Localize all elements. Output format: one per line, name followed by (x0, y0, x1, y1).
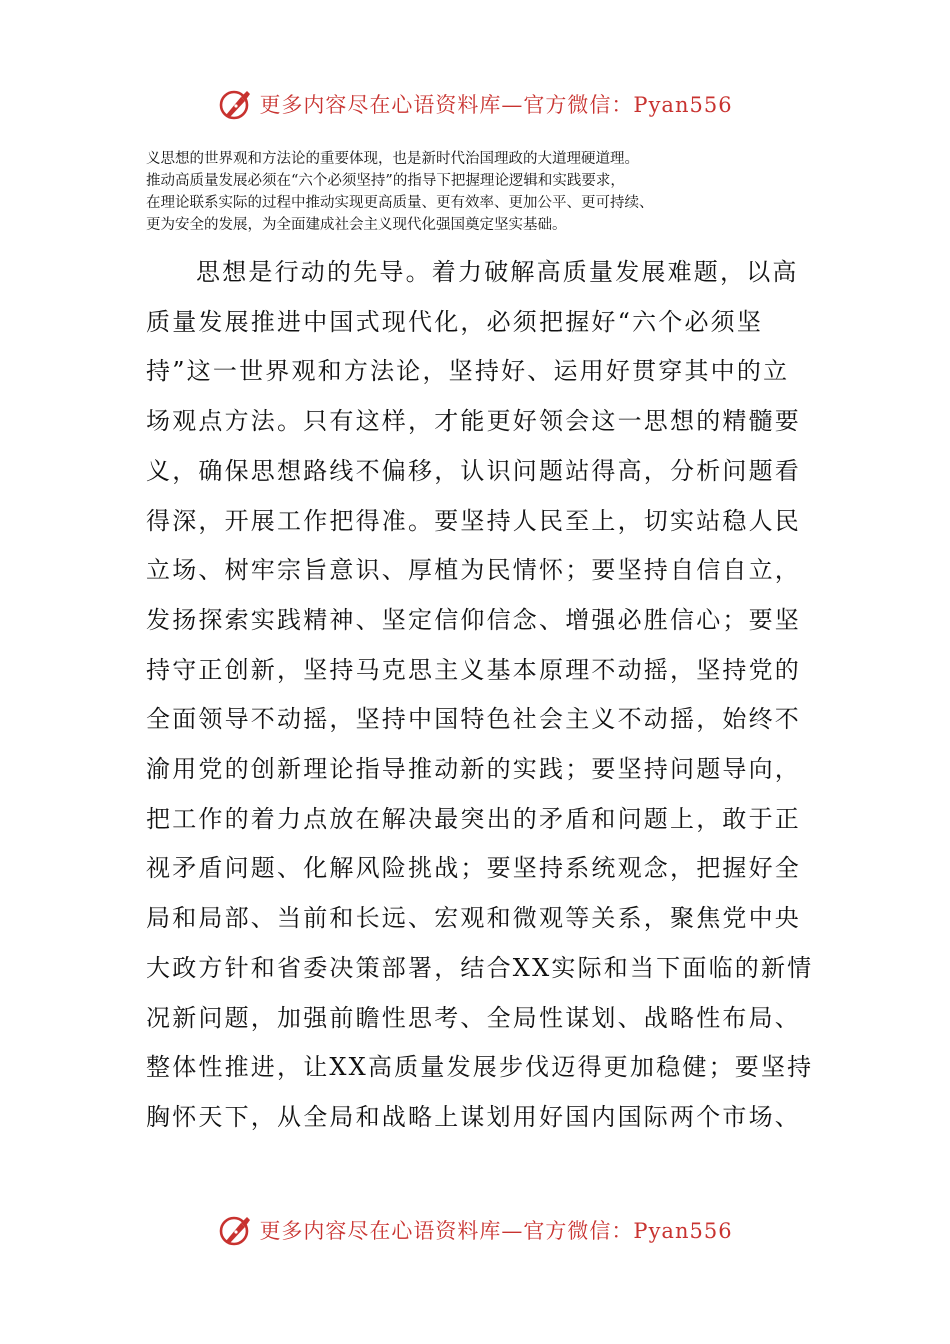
watermark-text: 更多内容尽在心语资料库—官方微信：Pyan556 (259, 1219, 733, 1243)
body-line: 义，确保思想路线不偏移，认识问题站得高，分析问题看 (146, 456, 801, 485)
summary-line: 更为安全的发展，为全面建成社会主义现代化强国奠定坚实基础。 (146, 217, 567, 233)
body-line: 胸怀天下，从全局和战略上谋划用好国内国际两个市场、 (146, 1102, 801, 1131)
summary-line: 推动高质量发展必须在“六个必须坚持”的指导下把握理论逻辑和实践要求， (146, 173, 625, 189)
summary-line: 义思想的世界观和方法论的重要体现，也是新时代治国理政的大道理硬道理。 (146, 151, 639, 167)
body-line: 把工作的着力点放在解决最突出的矛盾和问题上，敢于正 (146, 804, 801, 833)
body-line: 局和局部、当前和长远、宏观和微观等关系，聚焦党中央 (146, 904, 801, 933)
body-line: 整体性推进，让XX高质量发展步伐迈得更加稳健；要坚持 (146, 1053, 814, 1082)
body-line: 场观点方法。只有这样，才能更好领会这一思想的精髓要 (146, 407, 801, 436)
footer-watermark (0, 1212, 950, 1248)
body-line: 立场、树牢宗旨意识、厚植为民情怀；要坚持自信自立， (146, 556, 801, 585)
body-paragraph (146, 248, 814, 1143)
summary-line: 在理论联系实际的过程中推动实现更高质量、更有效率、更加公平、更可持续、 (146, 195, 654, 211)
body-line: 视矛盾问题、化解风险挑战；要坚持系统观念，把握好全 (146, 854, 801, 883)
summary-paragraph (146, 148, 826, 236)
body-line: 渝用党的创新理论指导推动新的实践；要坚持问题导向， (146, 755, 801, 784)
body-line: 全面领导不动摇，坚持中国特色社会主义不动摇，始终不 (146, 705, 801, 734)
body-line: 持守正创新，坚持马克思主义基本原理不动摇，坚持党的 (146, 655, 801, 684)
pen-nib-logo-icon (217, 86, 253, 122)
body-line: 持”这一世界观和方法论，坚持好、运用好贯穿其中的立 (146, 357, 790, 386)
body-line: 得深，开展工作把得准。要坚持人民至上，切实站稳人民 (146, 506, 801, 535)
body-line: 思想是行动的先导。着力破解高质量发展难题，以高 (196, 258, 799, 286)
header-watermark (0, 86, 950, 122)
body-line: 发扬探索实践精神、坚定信仰信念、增强必胜信心；要坚 (146, 605, 801, 634)
body-line: 大政方针和省委决策部署，结合XX实际和当下面临的新情 (146, 953, 814, 982)
body-line: 况新问题，加强前瞻性思考、全局性谋划、战略性布局、 (146, 1003, 801, 1032)
pen-nib-logo-icon (217, 1212, 253, 1248)
watermark-text: 更多内容尽在心语资料库—官方微信：Pyan556 (259, 93, 733, 117)
body-line: 质量发展推进中国式现代化，必须把握好“六个必须坚 (146, 307, 764, 336)
